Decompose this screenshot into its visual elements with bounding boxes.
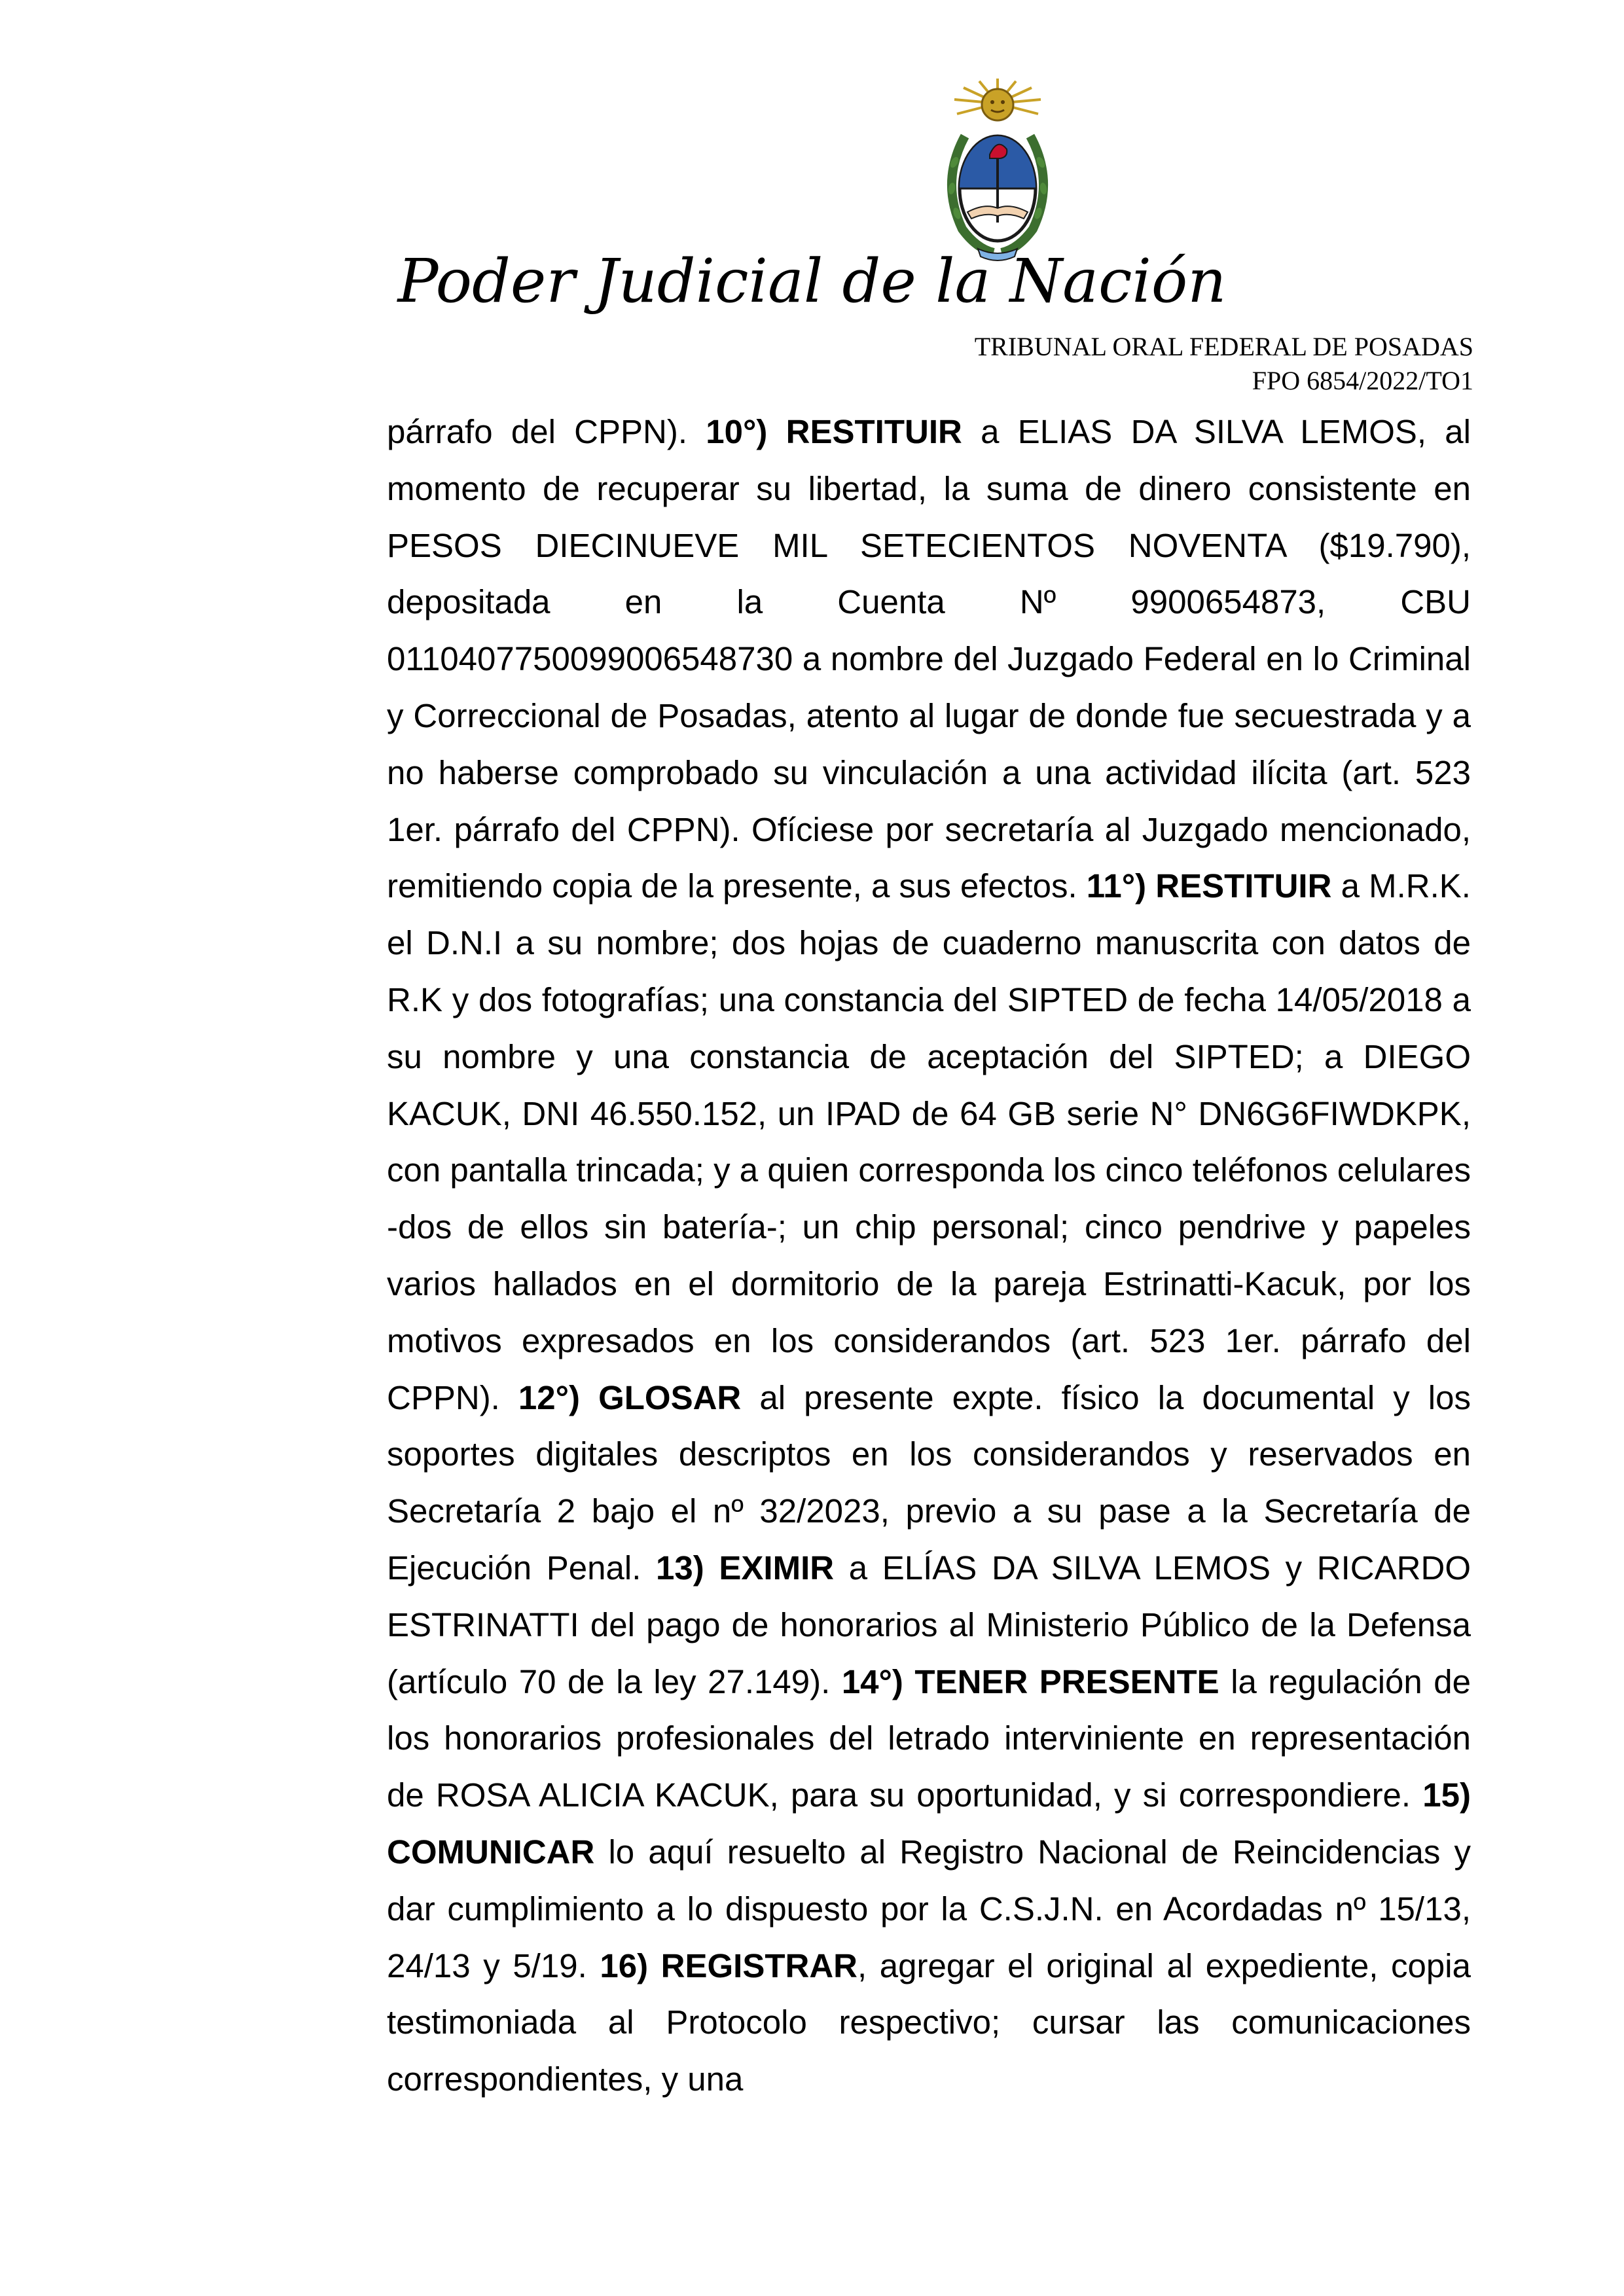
coat-of-arms-emblem (926, 77, 1070, 264)
file-number: FPO 6854/2022/TO1 (1252, 366, 1473, 395)
item-13-heading: 13) EXIMIR (656, 1549, 835, 1587)
body-text-segment: a ELÍAS DA SILVA LEMOS y RICARDO ESTRINATTI del pago de honorarios al Ministerio Público de la Defensa (artículo 70 de la ley 27.149). (387, 1549, 1471, 1700)
item-12-heading: 12°) GLOSAR (518, 1378, 742, 1416)
body-text-segment: la regulación de los honorarios profesionales del letrado interviniente en representación de ROSA ALICIA KACUK, para su oportunidad, y si correspondiere. (387, 1662, 1471, 1814)
resolution-body (387, 404, 1471, 2108)
item-15-heading: 15) COMUNICAR (387, 1776, 1471, 1871)
body-text-segment: lo aquí resuelto al Registro Nacional de Reincidencias y dar cumplimiento a lo dispuesto por la C.S.J.N. en Acordadas nº 15/13, 24/13 y 5/19. (387, 1833, 1471, 1984)
argentine-coat-of-arms-icon (926, 77, 1070, 264)
body-text-segment: párrafo del CPPN). (387, 413, 706, 450)
body-text-segment: a ELIAS DA SILVA LEMOS, al momento de recuperar su libertad, la suma de dinero consistente en PESOS DIECINUEVE MIL SETECIENTOS NOVENTA ($19.790), depositada en la Cuenta Nº 9900654873, CBU 0110407750099006548730 a nombre del Juzgado Federal en lo Criminal y Correccional de Posadas, atento al lugar de donde fue secuestrada y a no haberse comprobado su vinculación a una actividad ilícita (art. 523 1er. párrafo del CPPN). Ofíciese por secretaría al Juzgado mencionado, remitiendo copia de la presente, a sus efectos. (387, 413, 1471, 905)
sun-face (982, 89, 1013, 120)
body-text-segment: al presente expte. físico la documental y los soportes digitales descriptos en los considerandos y reservados en Secretaría 2 bajo el nº 32/2023, previo a su pase a la Secretaría de Ejecución Penal. (387, 1378, 1471, 1587)
body-text-segment: a M.R.K. el D.N.I a su nombre; dos hojas de cuaderno manuscrita con datos de R.K y dos fotografías; una constancia del SIPTED de fecha 14/05/2018 a su nombre y una constancia de aceptación del SIPTED; a DIEGO KACUK, DNI 46.550.152, un IPAD de 64 GB serie N° DN6G6FIWDKPK, con pantalla trincada; y a quien corresponda los cinco teléfonos celulares -dos de ellos sin batería-; un chip personal; cinco pendrive y papeles varios hallados en el dormitorio de la pareja Estrinatti-Kacuk, por los motivos expresados en los considerandos (art. 523 1er. párrafo del CPPN). (387, 867, 1471, 1416)
item-14-heading: 14°) TENER PRESENTE (841, 1662, 1219, 1700)
item-11-heading: 11°) RESTITUIR (1086, 867, 1332, 905)
institution-name: Poder Judicial de la Nación (397, 246, 1227, 316)
item-16-heading: 16) REGISTRAR (600, 1946, 857, 1984)
court-name: TRIBUNAL ORAL FEDERAL DE POSADAS (974, 332, 1473, 361)
item-10-heading: 10°) RESTITUIR (706, 413, 962, 450)
body-text-segment: , agregar el original al expediente, copia testimoniada al Protocolo respectivo; cursar las comunicaciones correspondientes, y una (387, 1946, 1471, 2098)
